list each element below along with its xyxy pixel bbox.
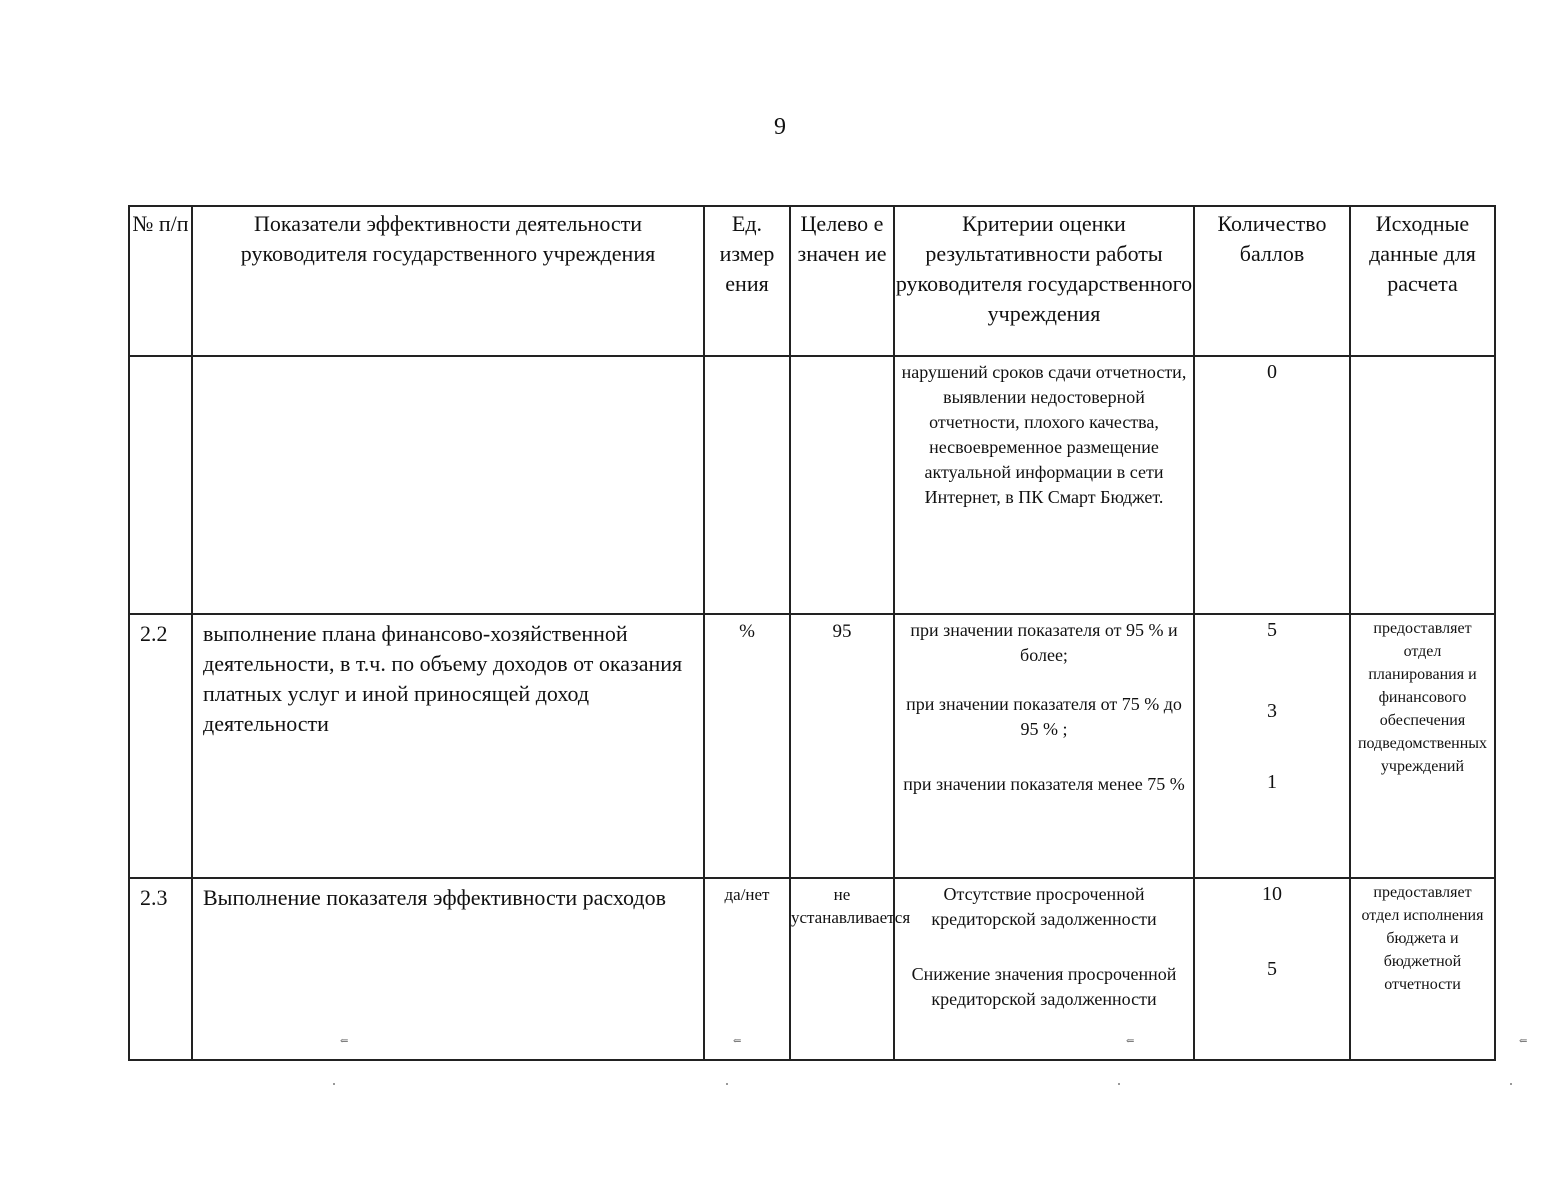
criteria-item: Отсутствие просроченной кредиторской задолженности [931,884,1157,929]
row-source: предоставляет отдел планирования и финансового обеспечения подведомственных учреждений [1350,614,1495,878]
scan-dot [333,1083,335,1085]
table-row [129,614,1495,878]
table-header-row [129,206,1495,356]
points-item: 3 [1267,700,1277,722]
criteria-item: Снижение значения просроченной кредиторской задолженности [911,964,1177,1009]
table-row [129,878,1495,1060]
row-criteria [894,356,1194,614]
row-unit: да/нет [704,878,790,1060]
scan-mark: ⇐ [340,1036,349,1047]
row-criteria [894,878,1194,1060]
header-target: Целево е значен ие [790,206,894,356]
header-source: Исходные данные для расчета [1350,206,1495,356]
header-points: Количество баллов [1194,206,1350,356]
scan-dot [1510,1083,1512,1085]
row-points [1194,878,1350,1060]
row-target: не устанавливается [790,878,894,1060]
scan-dot [1118,1083,1120,1085]
row-source: предоставляет отдел исполнения бюджета и бюджетной отчетности [1350,878,1495,1060]
page-number: 9 [774,114,786,140]
points-item: 5 [1267,958,1277,980]
header-num: № п/п [129,206,192,356]
header-criteria: Критерии оценки результативности работы руководителя государственного учреждения [894,206,1194,356]
row-points [1194,356,1350,614]
row-indicator [192,356,704,614]
row-indicator: Выполнение показателя эффективности расходов [192,878,704,1060]
row-num: 2.2 [129,614,192,878]
row-target [790,356,894,614]
points-item: 1 [1267,771,1277,793]
row-num [129,356,192,614]
header-indicator: Показатели эффективности деятельности руководителя государственного учреждения [192,206,704,356]
criteria-item: при значении показателя от 95 % и более; [910,620,1178,665]
row-unit: % [704,614,790,878]
scan-dot [726,1083,728,1085]
criteria-item: при значении показателя менее 75 % [903,774,1185,794]
row-num: 2.3 [129,878,192,1060]
scan-mark: ⇐ [1126,1036,1135,1047]
row-criteria [894,614,1194,878]
row-source [1350,356,1495,614]
table-row [129,356,1495,614]
row-unit [704,356,790,614]
row-target: 95 [790,614,894,878]
row-indicator: выполнение плана финансово-хозяйственной деятельности, в т.ч. по объему доходов от оказания платных услуг и иной приносящей доход деятельности [192,614,704,878]
scan-mark: ⇐ [1519,1036,1528,1047]
indicators-table [128,205,1496,1061]
header-unit: Ед. измер ения [704,206,790,356]
row-points [1194,614,1350,878]
criteria-item: при значении показателя от 75 % до 95 % ; [906,694,1182,739]
points-item: 0 [1267,361,1277,383]
points-item: 5 [1267,619,1277,641]
criteria-item: нарушений сроков сдачи отчетности, выявлении недостоверной отчетности, плохого качества, несвоевременное размещение актуальной информации в сети Интернет, в ПК Смарт Бюджет. [901,362,1187,507]
scan-mark: ⇐ [733,1036,742,1047]
points-item: 10 [1262,883,1282,905]
